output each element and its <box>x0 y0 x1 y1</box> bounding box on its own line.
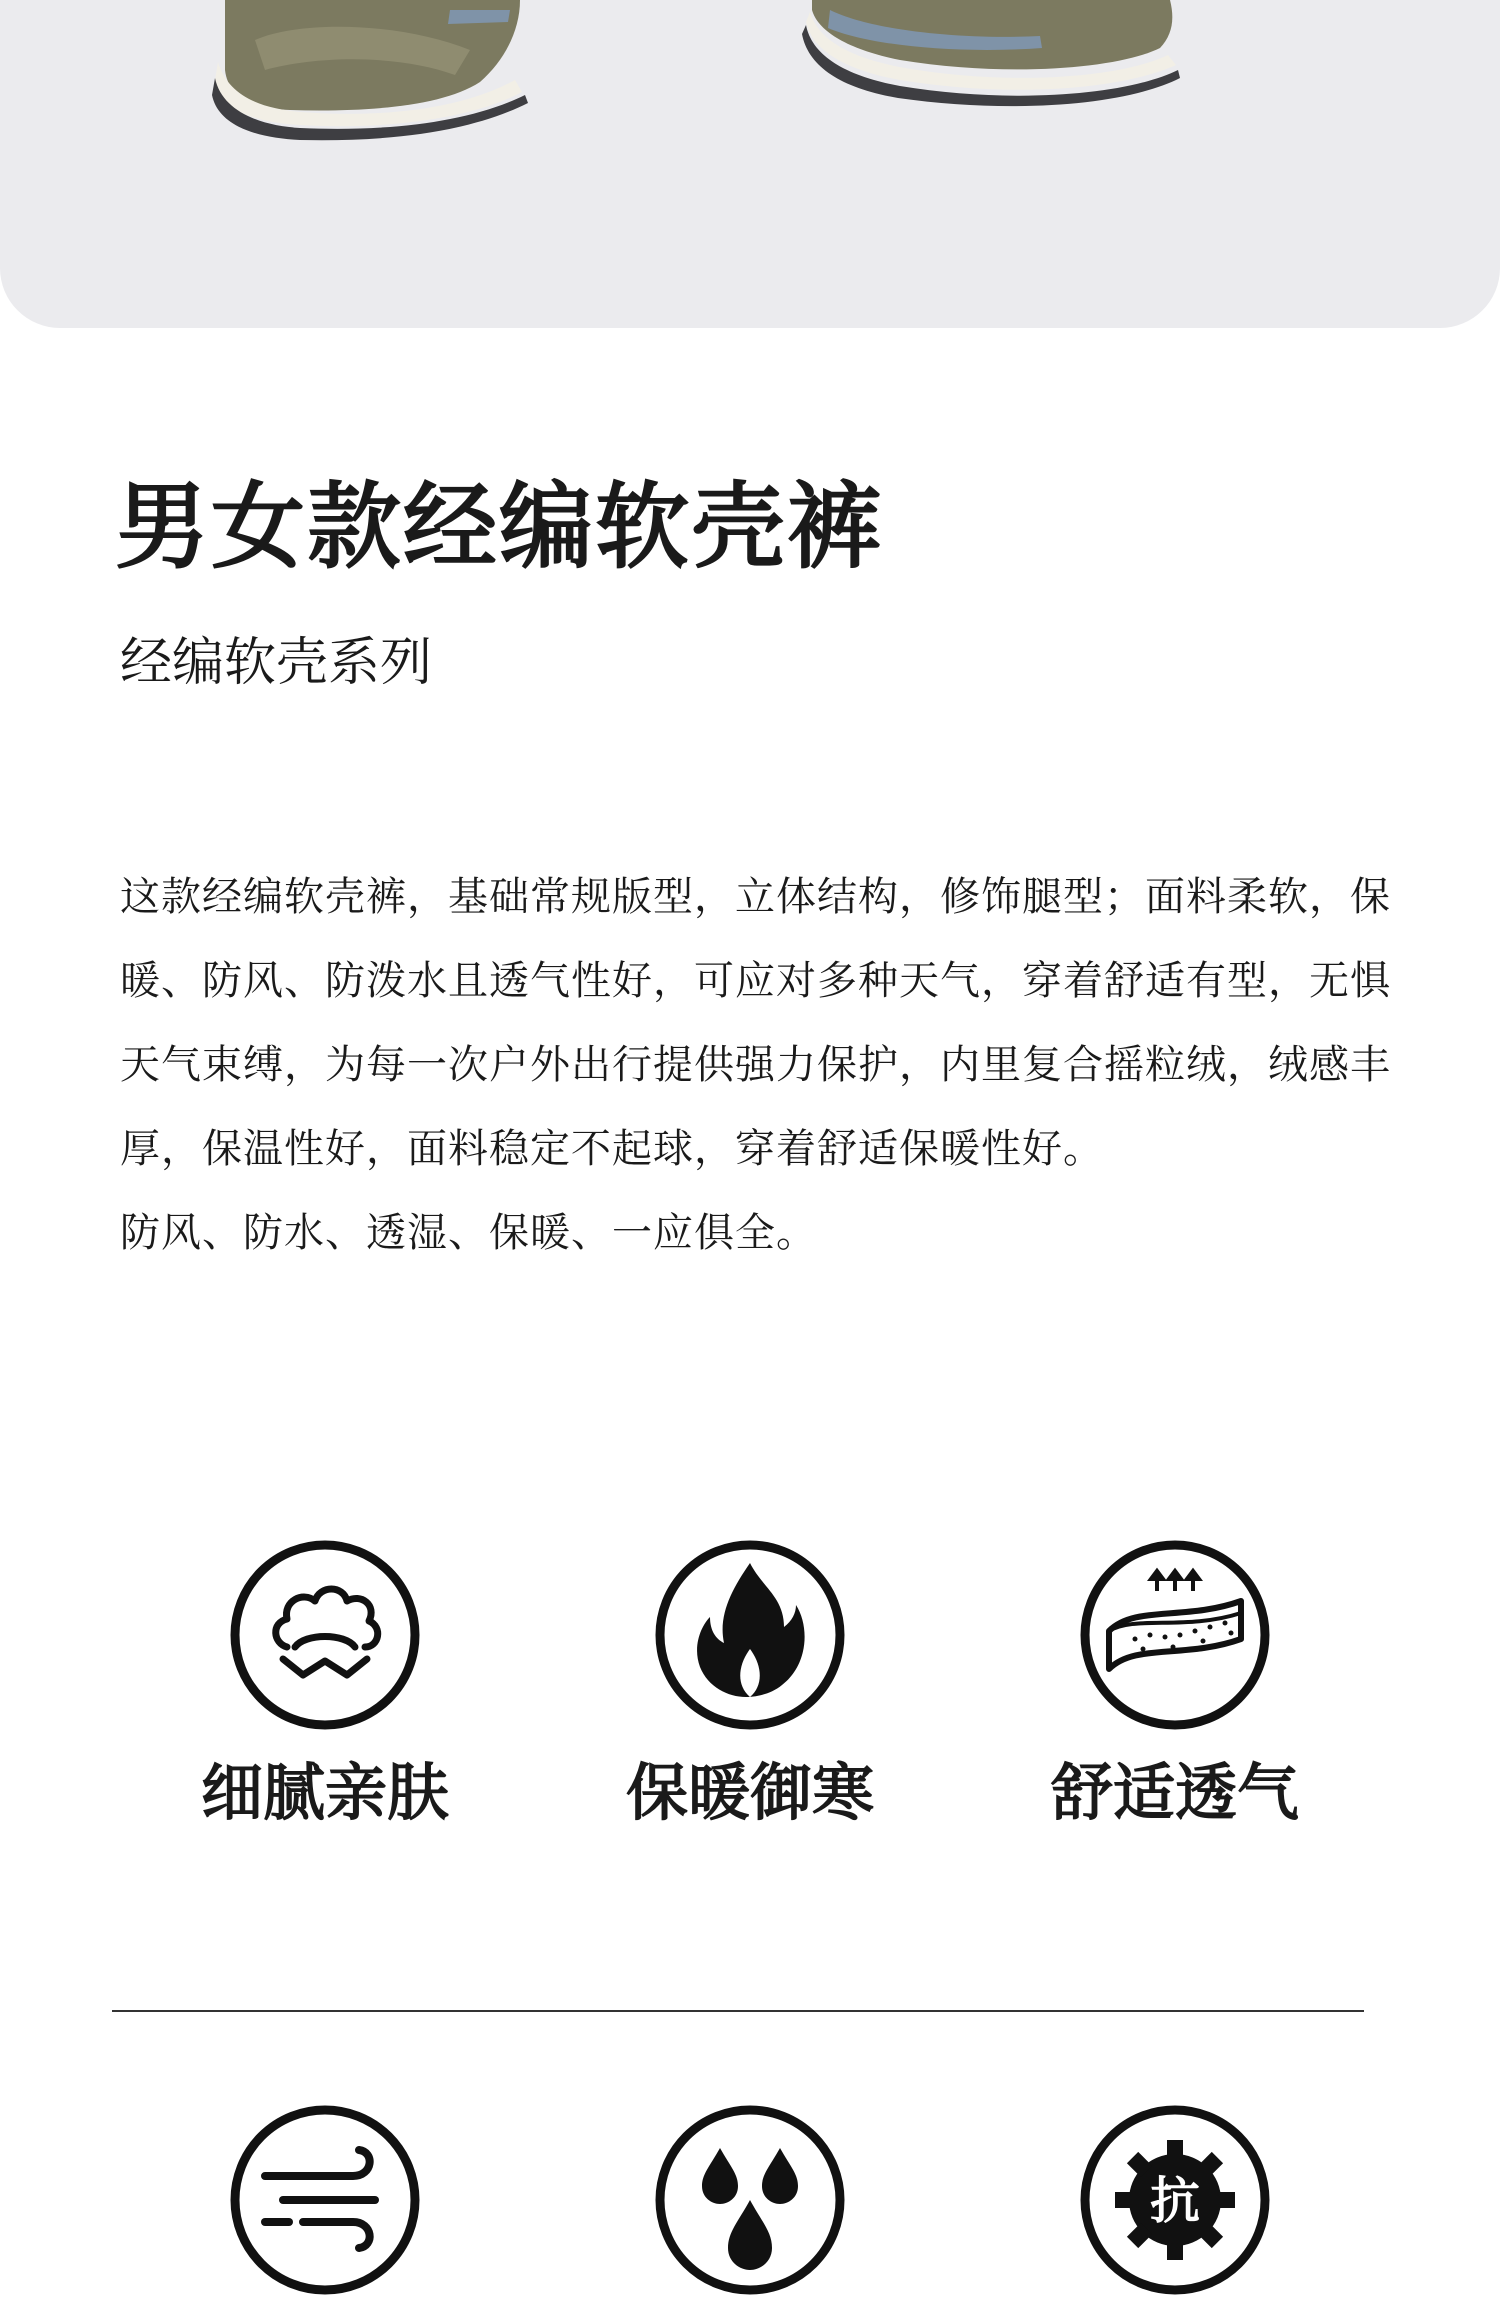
feature-windproof <box>155 2100 495 2300</box>
hero-product-photo <box>0 0 1500 328</box>
description-paragraph: 防风、防水、透湿、保暖、一应俱全。 <box>120 1210 817 1256</box>
feature-label: 保暖御寒 <box>625 1756 874 1829</box>
description-paragraph: 这款经编软壳裤，基础常规版型，立体结构，修饰腿型；面料柔软，保暖、防风、防泼水且透气性好，可应对多种天气，穿着舒适有型，无惧天气束缚，为每一次户外出行提供强力保护，内里复合摇粒绒，绒感丰厚，保温性好，面料稳定不起球，穿着舒适保暖性好。 <box>120 874 1391 1172</box>
flame-icon <box>650 1535 850 1735</box>
anti-pilling-glyph: 抗 <box>1150 2172 1200 2230</box>
cotton-icon <box>225 1535 425 1735</box>
breathable-fabric-icon <box>1075 1535 1275 1735</box>
product-series: 经编软壳系列 <box>120 633 433 693</box>
feature-warmth <box>580 1535 920 1833</box>
feature-label: 细腻亲肤 <box>200 1756 449 1829</box>
feature-breathable <box>1005 1535 1345 1833</box>
section-divider <box>112 2010 1364 2012</box>
feature-anti-pilling <box>1005 2100 1345 2300</box>
water-drops-icon <box>650 2100 850 2300</box>
product-description <box>120 855 1420 1275</box>
feature-waterproof <box>580 2100 920 2300</box>
product-title: 男女款经编软壳裤 <box>115 473 884 582</box>
feature-label: 舒适透气 <box>1050 1756 1299 1829</box>
wind-icon <box>225 2100 425 2300</box>
left-shoe-image <box>212 0 528 140</box>
feature-skin-friendly <box>155 1535 495 1833</box>
right-shoe-image <box>802 0 1180 106</box>
anti-pilling-gear-icon <box>1075 2100 1275 2300</box>
